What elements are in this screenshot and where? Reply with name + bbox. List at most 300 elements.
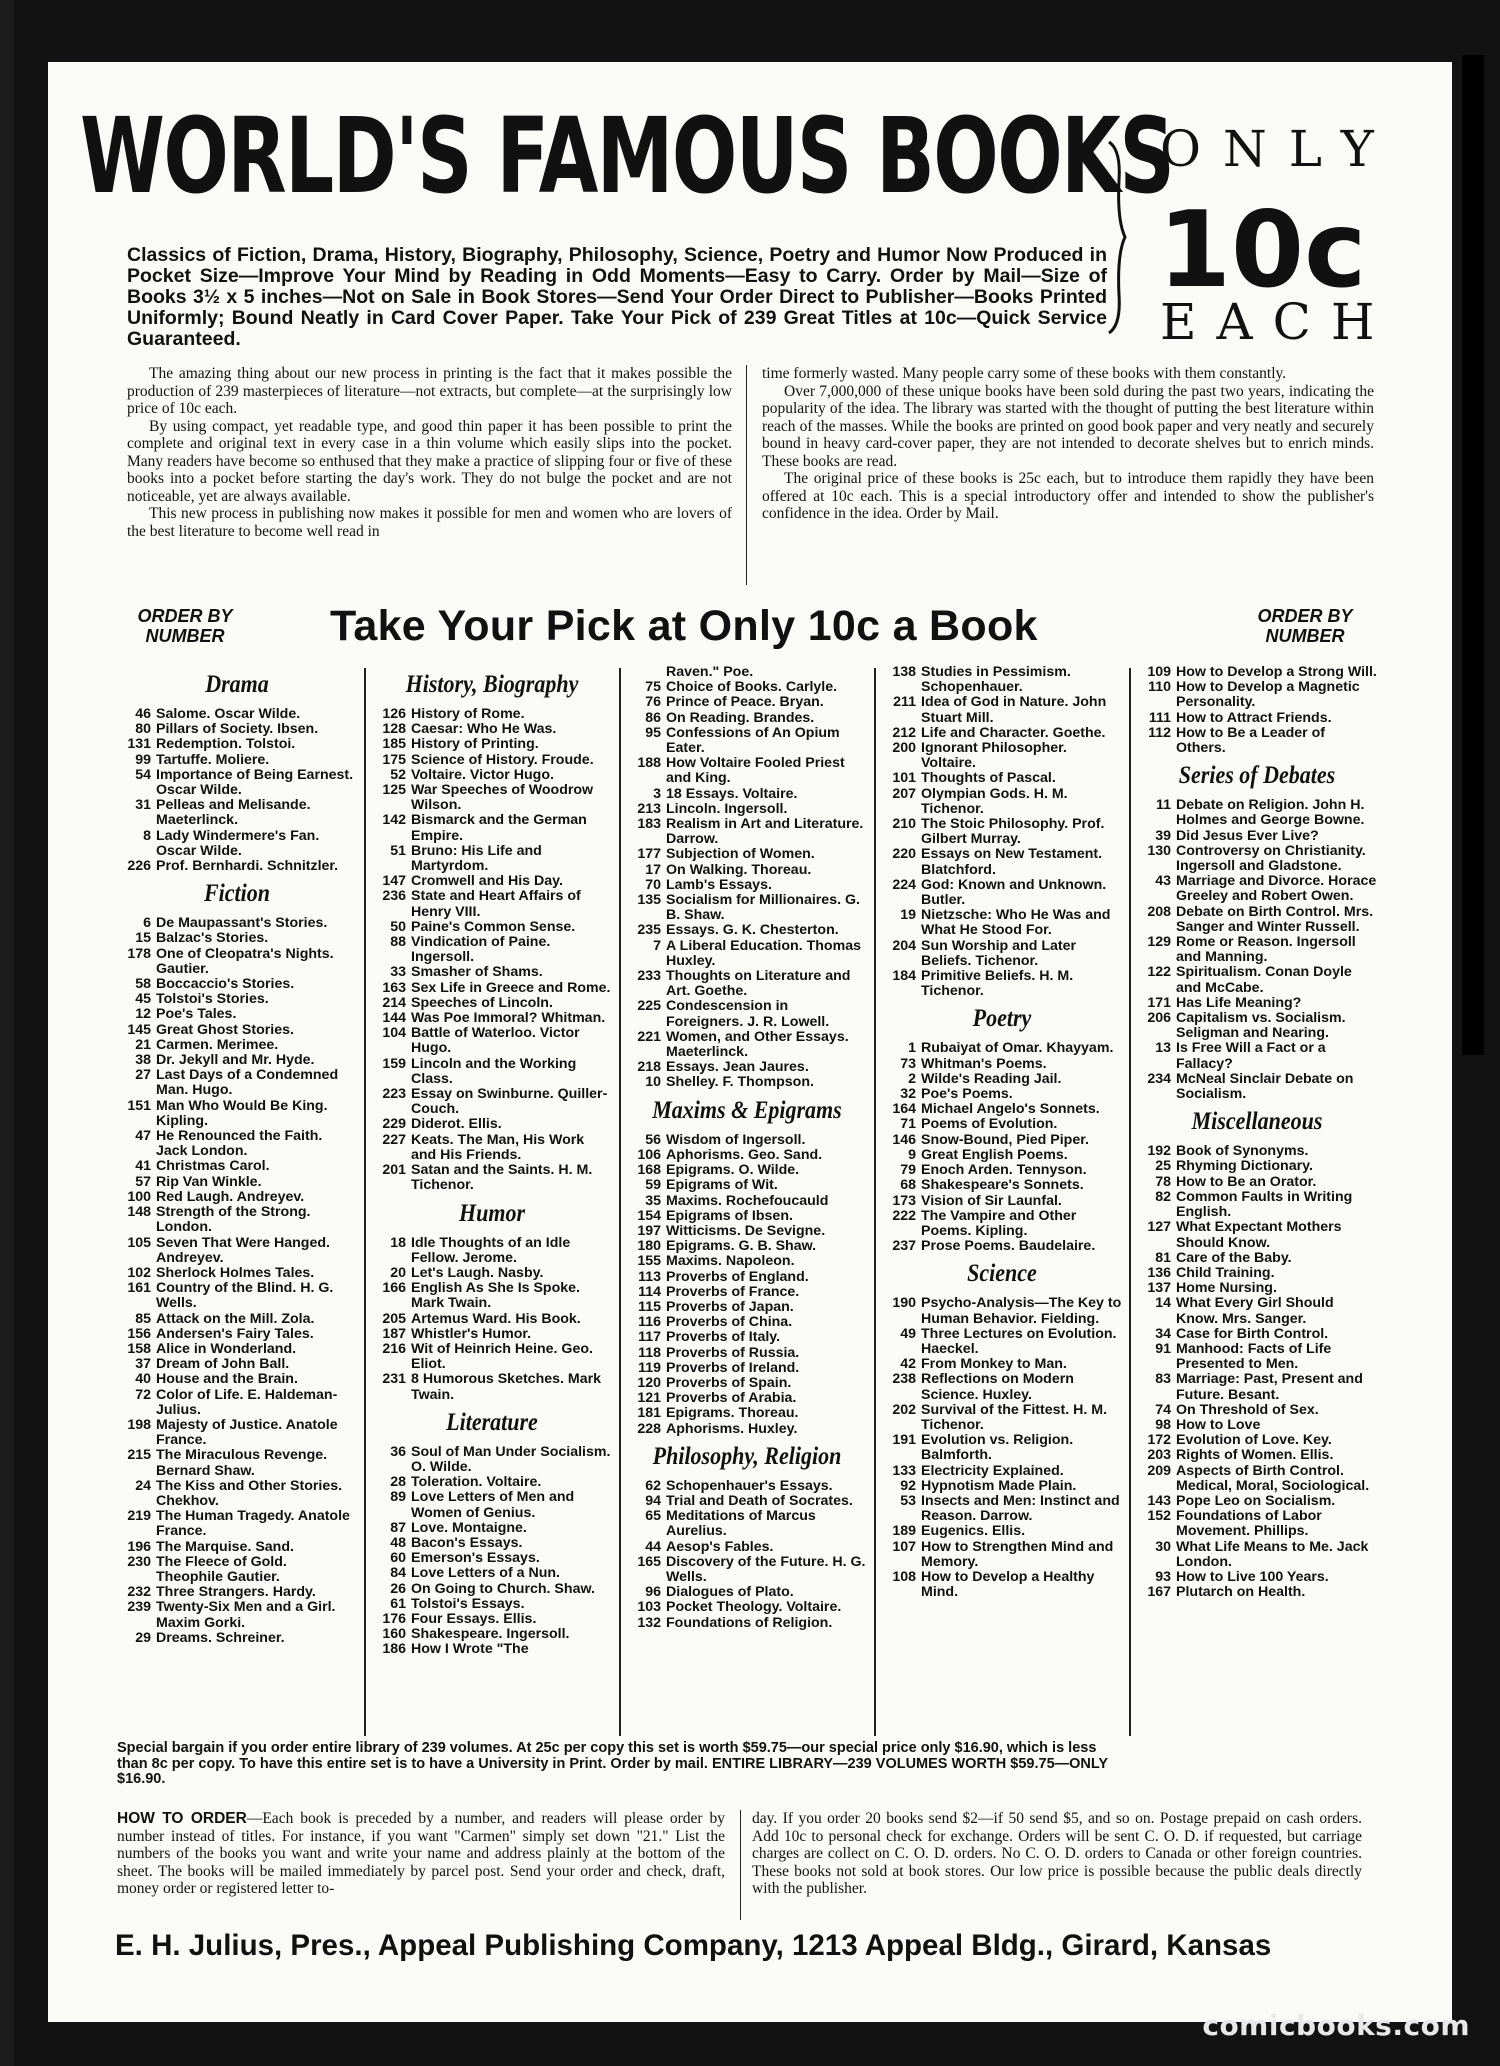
book-title: Poe's Poems. <box>921 1086 1013 1103</box>
book-title: Color of Life. E. Haldeman-Julius. <box>156 1386 338 1418</box>
book-entry <box>882 787 1122 817</box>
book-title: Aphorisms. Huxley. <box>666 1420 798 1437</box>
intro-paragraph: Over 7,000,000 of these unique books have been sold during the past two years, indicating the popularity of the idea. The library was started with the thought of putting the best literature within reach of the masses. While the books are printed on good book paper and very neatly and securely bound in heavy card-cover paper, they are not intended to decorate shelves but to enrich minds. These books are read. <box>762 382 1374 470</box>
book-entry <box>882 1041 1122 1056</box>
book-entry <box>1137 1011 1377 1041</box>
book-title: War Speeches of Woodrow Wilson. <box>411 782 594 814</box>
column-rule <box>364 668 366 1736</box>
book-title: Christmas Carol. <box>156 1158 270 1175</box>
book-title: Importance of Being Earnest. Oscar Wilde. <box>156 766 354 799</box>
book-number: 42 <box>900 1356 916 1373</box>
book-entry <box>117 1007 357 1022</box>
book-title: Dreams. Schreiner. <box>156 1629 285 1646</box>
book-number: 101 <box>892 770 916 787</box>
book-entry <box>372 889 612 919</box>
book-entry <box>117 992 357 1007</box>
book-number: 44 <box>645 1538 661 1555</box>
book-title: What Every Girl Should Know. Mrs. Sanger. <box>1176 1295 1334 1327</box>
book-entry <box>117 1068 357 1098</box>
book-number: 238 <box>892 1371 916 1388</box>
book-entry <box>1137 1159 1377 1174</box>
book-number: 226 <box>127 858 151 875</box>
book-title: Great English Poems. <box>921 1146 1068 1163</box>
book-number: 128 <box>382 721 406 738</box>
category-heading: Philosophy, Religion <box>652 1442 842 1470</box>
book-title: He Renounced the Faith. Jack London. <box>156 1128 323 1160</box>
book-number: 110 <box>1148 679 1171 696</box>
book-number: 184 <box>892 968 916 985</box>
book-number: 107 <box>892 1538 916 1555</box>
book-entry <box>627 1540 867 1555</box>
book-entry <box>627 939 867 969</box>
book-number: 220 <box>892 846 916 863</box>
category-heading: Humor <box>458 1199 526 1227</box>
book-title: Trial and Death of Socrates. <box>666 1492 853 1509</box>
book-title: Marriage: Past, Present and Future. Besant. <box>1176 1371 1363 1403</box>
book-entry <box>627 1616 867 1631</box>
book-number: 96 <box>645 1584 661 1601</box>
book-entry <box>627 1270 867 1285</box>
book-number: 81 <box>1155 1249 1171 1266</box>
book-entry <box>117 947 357 977</box>
book-title: Pelleas and Melisande. Maeterlinck. <box>156 797 311 829</box>
catalog-column <box>372 665 612 1658</box>
book-title: How to Attract Friends. <box>1176 709 1332 726</box>
book-entry <box>882 847 1122 877</box>
book-number: 156 <box>127 1325 151 1342</box>
book-title: Love Letters of Men and Women of Genius. <box>411 1489 575 1521</box>
book-title: Life and Character. Goethe. <box>921 724 1106 741</box>
book-number: 37 <box>135 1356 151 1373</box>
book-number: 121 <box>637 1390 661 1407</box>
book-entry <box>372 1372 612 1402</box>
book-number: 231 <box>382 1371 406 1388</box>
book-title: Voltaire. Victor Hugo. <box>411 766 554 783</box>
book-title: Did Jesus Ever Live? <box>1176 827 1319 844</box>
book-number: 176 <box>382 1610 406 1627</box>
book-entry <box>1137 1570 1377 1585</box>
book-number: 188 <box>637 755 661 772</box>
book-title: Debate on Birth Control. Mrs. Sanger and Winter Russell. <box>1176 903 1374 935</box>
book-entry <box>117 1342 357 1357</box>
book-title: Enoch Arden. Tennyson. <box>921 1162 1087 1179</box>
book-number: 178 <box>127 945 151 962</box>
book-number: 112 <box>1148 724 1171 741</box>
book-number: 239 <box>127 1599 151 1616</box>
book-title: Shakespeare. Ingersoll. <box>411 1626 570 1643</box>
category-heading: Drama <box>205 671 269 698</box>
book-entry <box>117 1236 357 1266</box>
book-number: 232 <box>127 1584 151 1601</box>
book-number: 152 <box>1147 1508 1171 1525</box>
book-entry <box>627 665 867 680</box>
book-title: Whistler's Humor. <box>411 1325 532 1342</box>
book-entry <box>627 1376 867 1391</box>
book-number: 99 <box>135 751 151 768</box>
book-title: How to Strengthen Mind and Memory. <box>921 1538 1114 1570</box>
book-title: Dialogues of Plato. <box>666 1584 794 1601</box>
book-title: Red Laugh. Andreyev. <box>156 1188 305 1205</box>
book-number: 118 <box>638 1344 661 1361</box>
book-entry <box>882 1133 1122 1148</box>
book-title: Rubaiyat of Omar. Khayyam. <box>921 1040 1114 1057</box>
book-number: 75 <box>645 679 661 696</box>
book-title: Wisdom of Ingersoll. <box>666 1131 806 1148</box>
book-entry <box>1137 711 1377 726</box>
book-number: 30 <box>1155 1538 1171 1555</box>
intro-paragraph: The amazing thing about our new process in printing is the fact that it makes possible the production of 239 masterpieces of literature—not extracts, but complete—at the surprisingly low price of 10c each. <box>127 365 732 417</box>
book-title: Salome. Oscar Wilde. <box>156 706 301 722</box>
book-title: Marriage and Divorce. Horace Greeley and Robert Owen. <box>1176 873 1377 905</box>
book-number: 105 <box>127 1234 151 1251</box>
book-number: 6 <box>143 915 151 932</box>
book-entry <box>627 923 867 938</box>
book-title: Sun Worship and Later Beliefs. Tichenor. <box>921 937 1077 969</box>
book-title: Shakespeare's Sonnets. <box>921 1177 1084 1194</box>
book-number: 125 <box>382 782 406 799</box>
book-entry <box>882 1357 1122 1372</box>
book-title: On Threshold of Sex. <box>1176 1401 1319 1418</box>
book-title: Rhyming Dictionary. <box>1176 1158 1313 1175</box>
book-entry <box>627 1330 867 1345</box>
book-number: 215 <box>127 1447 151 1464</box>
book-title: Attack on the Mill. Zola. <box>156 1310 315 1327</box>
book-title: Debate on Religion. John H. Holmes and George Bowne. <box>1176 797 1365 829</box>
book-entry <box>372 874 612 889</box>
book-title: The Vampire and Other Poems. Kipling. <box>921 1207 1077 1239</box>
book-entry <box>627 1133 867 1148</box>
book-title: Idle Thoughts of an Idle Fellow. Jerome. <box>411 1234 571 1266</box>
column-rule <box>1129 668 1131 1736</box>
book-title: A Liberal Education. Thomas Huxley. <box>666 937 861 969</box>
book-number: 191 <box>892 1432 916 1449</box>
book-title: Was Poe Immoral? Whitman. <box>411 1010 606 1027</box>
book-entry <box>627 711 867 726</box>
book-number: 129 <box>1147 934 1171 951</box>
book-number: 122 <box>1147 964 1171 981</box>
book-entry <box>627 1239 867 1254</box>
book-entry <box>117 1418 357 1448</box>
book-title: Country of the Blind. H. G. Wells. <box>156 1280 334 1312</box>
book-title: On Reading. Brandes. <box>666 709 815 726</box>
book-entry <box>372 965 612 980</box>
book-number: 27 <box>135 1067 151 1084</box>
book-number: 160 <box>382 1626 406 1643</box>
book-title: Aesop's Fables. <box>666 1538 774 1555</box>
book-title: Andersen's Fairy Tales. <box>156 1325 314 1342</box>
book-entry <box>1137 1175 1377 1190</box>
book-entry <box>117 1357 357 1372</box>
book-title: One of Cleopatra's Nights. Gautier. <box>156 945 334 977</box>
book-entry <box>117 1448 357 1478</box>
book-number: 135 <box>637 892 661 909</box>
book-title: Bacon's Essays. <box>411 1534 523 1551</box>
book-number: 21 <box>135 1036 151 1053</box>
book-entry <box>627 1361 867 1376</box>
book-title: Reflections on Modern Science. Huxley. <box>921 1371 1074 1403</box>
book-number: 236 <box>382 888 406 905</box>
book-entry <box>372 844 612 874</box>
book-title: Toleration. Voltaire. <box>411 1474 542 1491</box>
book-title: Epigrams. O. Wilde. <box>666 1162 800 1179</box>
book-entry <box>1137 1372 1377 1402</box>
book-entry <box>372 1281 612 1311</box>
book-title: Care of the Baby. <box>1176 1249 1292 1266</box>
book-entry <box>372 707 612 722</box>
book-number: 180 <box>637 1238 661 1255</box>
book-entry <box>627 1060 867 1075</box>
book-title: Evolution of Love. Key. <box>1176 1432 1332 1449</box>
book-title: McNeal Sinclair Debate on Socialism. <box>1176 1070 1354 1103</box>
book-number: 234 <box>1147 1070 1171 1087</box>
book-entry <box>882 1494 1122 1524</box>
publisher-footer: E. H. Julius, Pres., Appeal Publishing Company, 1213 Appeal Bldg., Girard, Kansas <box>115 1929 1272 1962</box>
book-entry <box>117 1129 357 1159</box>
book-entry <box>627 680 867 695</box>
special-bargain: Special bargain if you order entire library of 239 volumes. At 25c per copy this set is worth $59.75—our special price only $16.90, which is less than 8c per copy. To have this entire set is to have a University in Print. Order by mail. ENTIRE LIBRARY—239 VOLUMES WORTH $59.75—ONLY $16.90. <box>117 1740 1108 1787</box>
book-number: 68 <box>900 1177 916 1194</box>
book-title: Case for Birth Control. <box>1176 1325 1329 1342</box>
book-entry <box>372 737 612 752</box>
category-heading: Miscellaneous <box>1191 1108 1323 1136</box>
book-entry <box>627 695 867 710</box>
book-title: Rome or Reason. Ingersoll and Manning. <box>1176 934 1356 966</box>
book-title: The Marquise. Sand. <box>156 1538 294 1555</box>
book-entry <box>1137 1251 1377 1266</box>
book-title: Book of Synonyms. <box>1176 1143 1309 1160</box>
book-title: Studies in Pessimism. Schopenhauer. <box>921 664 1071 696</box>
book-entry <box>882 817 1122 847</box>
book-title: Alice in Wonderland. <box>156 1340 297 1357</box>
book-number <box>627 665 666 680</box>
book-number: 108 <box>892 1568 916 1585</box>
book-title: Epigrams of Ibsen. <box>666 1207 793 1224</box>
book-title: Paine's Common Sense. <box>411 918 576 935</box>
book-entry <box>882 1524 1122 1539</box>
book-entry <box>117 1053 357 1068</box>
book-title: Proverbs of Ireland. <box>666 1359 800 1376</box>
book-title: Schopenhauer's Essays. <box>666 1477 833 1494</box>
book-entry <box>117 916 357 931</box>
book-title: Rip Van Winkle. <box>156 1173 262 1190</box>
book-entry <box>372 1342 612 1372</box>
book-title: Man Who Would Be King. Kipling. <box>156 1097 328 1129</box>
book-title: Boccaccio's Stories. <box>156 976 295 993</box>
book-title: Sex Life in Greece and Rome. <box>411 979 611 996</box>
book-entry <box>372 1551 612 1566</box>
book-number: 102 <box>127 1264 151 1281</box>
book-number: 98 <box>1155 1416 1171 1433</box>
book-title: How I Wrote "The <box>411 1641 529 1658</box>
order-by-number-right: ORDER BY NUMBER <box>1257 606 1353 646</box>
book-title: Proverbs of Italy. <box>666 1329 781 1346</box>
book-entry <box>627 1178 867 1193</box>
book-title: Bismarck and the German Empire. <box>411 812 587 844</box>
book-entry <box>117 829 357 859</box>
book-entry <box>1137 680 1377 710</box>
category-heading: Literature <box>446 1408 538 1436</box>
book-title: Pillars of Society. Ibsen. <box>156 721 319 738</box>
book-title: Aspects of Birth Control. Medical, Moral, Sociological. <box>1176 1462 1370 1494</box>
book-number: 126 <box>382 706 406 722</box>
book-entry <box>627 1346 867 1361</box>
how-to-order-right: day. If you order 20 books send $2—if 50 send $5, and so on. Postage prepaid on cash orders. Add 10c to personal check for exchange. Orders will be sent C. O. D. if requested, but carriage charges are collect on C. O. D. orders. No C. O. D. orders to Canada or other foreign countries. These books not sold at book stores. Our low price is possible because the public deals directly with the publisher. <box>752 1810 1362 1897</box>
book-title: House and the Brain. <box>156 1371 298 1388</box>
book-title: Manhood: Facts of Life Presented to Men. <box>1176 1340 1332 1373</box>
book-title: Artemus Ward. His Book. <box>411 1310 581 1327</box>
book-number: 151 <box>127 1097 151 1114</box>
book-title: Strength of the Strong. London. <box>156 1204 311 1236</box>
book-title: The Human Tragedy. Anatole France. <box>156 1508 350 1540</box>
book-title: Dream of John Ball. <box>156 1356 290 1373</box>
book-number: 46 <box>135 706 151 722</box>
book-title: How Voltaire Fooled Priest and King. <box>666 755 845 787</box>
book-number: 203 <box>1147 1447 1171 1464</box>
book-number: 173 <box>892 1192 916 1209</box>
book-title: Essays. G. K. Chesterton. <box>666 922 839 939</box>
book-entry <box>882 1102 1122 1117</box>
book-title: Witticisms. De Sevigne. <box>666 1222 826 1239</box>
book-title: Let's Laugh. Nasby. <box>411 1264 544 1281</box>
book-title: Lamb's Essays. <box>666 876 772 893</box>
book-title: How to Develop a Magnetic Personality. <box>1176 679 1360 711</box>
book-number: 161 <box>127 1280 151 1297</box>
book-number: 210 <box>892 816 916 833</box>
book-number: 78 <box>1155 1173 1171 1190</box>
order-by-number-left: ORDER BY NUMBER <box>137 606 233 646</box>
book-number: 132 <box>637 1614 661 1631</box>
book-number: 43 <box>1155 873 1171 890</box>
book-number: 14 <box>1155 1295 1171 1312</box>
book-number: 163 <box>382 979 406 996</box>
book-entry <box>882 1372 1122 1402</box>
book-number: 34 <box>1155 1325 1171 1342</box>
book-number: 165 <box>637 1553 661 1570</box>
book-entry <box>1137 1296 1377 1326</box>
book-number: 207 <box>892 785 916 802</box>
book-entry <box>882 1209 1122 1239</box>
book-title: Tartuffe. Moliere. <box>156 751 270 768</box>
book-number: 117 <box>638 1329 661 1346</box>
book-entry <box>372 1536 612 1551</box>
book-title: Tolstoi's Stories. <box>156 991 269 1008</box>
book-title: Spiritualism. Conan Doyle and McCabe. <box>1176 964 1352 996</box>
book-title: Nietzsche: Who He Was and What He Stood For. <box>921 907 1111 939</box>
book-title: 8 Humorous Sketches. Mark Twain. <box>411 1371 602 1403</box>
book-number: 61 <box>390 1595 406 1612</box>
book-number: 92 <box>900 1477 916 1494</box>
book-title: Michael Angelo's Sonnets. <box>921 1101 1100 1118</box>
book-number: 211 <box>893 694 916 711</box>
book-title: Electricity Explained. <box>921 1462 1064 1479</box>
book-entry <box>627 1254 867 1269</box>
book-title: Lady Windermere's Fan. Oscar Wilde. <box>156 827 320 859</box>
book-number: 8 <box>143 827 151 844</box>
book-number: 224 <box>892 876 916 893</box>
book-title: 18 Essays. Voltaire. <box>666 785 798 802</box>
book-title: Tolstoi's Essays. <box>411 1595 525 1612</box>
book-title: Majesty of Justice. Anatole France. <box>156 1416 338 1449</box>
book-entry <box>1137 1072 1377 1102</box>
book-title: Dr. Jekyll and Mr. Hyde. <box>156 1052 315 1069</box>
book-number: 237 <box>892 1238 916 1255</box>
book-entry <box>372 996 612 1011</box>
book-number: 201 <box>382 1162 406 1179</box>
book-title: Maxims. Rochefoucauld <box>666 1192 829 1209</box>
book-entry <box>117 1631 357 1646</box>
book-title: Smasher of Shams. <box>411 964 543 981</box>
book-number: 100 <box>127 1188 151 1205</box>
scan-edge-left <box>0 0 14 2066</box>
intro-paragraph: By using compact, yet readable type, and good thin paper it has been possible to print the complete and original text in every case in a thin volume which easily slips into the pocket. Many readers have become so enthused that they make a practice of slipping four or five of these books into a pocket before starting the day's work. They do not bulge the pocket and are not noticeable, yet are always available. <box>127 417 732 505</box>
book-entry <box>1137 844 1377 874</box>
book-title: Four Essays. Ellis. <box>411 1610 537 1627</box>
book-number: 84 <box>390 1565 406 1582</box>
book-number: 235 <box>637 922 661 939</box>
book-title: What Expectant Mothers Should Know. <box>1176 1219 1342 1251</box>
book-entry <box>627 726 867 756</box>
book-number: 196 <box>127 1538 151 1555</box>
book-entry <box>372 1597 612 1612</box>
book-title: Foundations of Labor Movement. Phillips. <box>1176 1508 1322 1540</box>
book-title: How to Develop a Healthy Mind. <box>921 1568 1095 1601</box>
book-number: 164 <box>892 1101 916 1118</box>
book-entry <box>627 756 867 786</box>
book-number: 41 <box>135 1158 151 1175</box>
book-number: 133 <box>892 1462 916 1479</box>
book-number: 7 <box>653 937 661 954</box>
book-entry <box>372 1057 612 1087</box>
book-title: Speeches of Lincoln. <box>411 994 553 1011</box>
intro-right-column <box>762 365 1374 523</box>
book-number: 116 <box>638 1314 661 1331</box>
book-title: Vision of Sir Launfal. <box>921 1192 1062 1209</box>
book-title: Aphorisms. Geo. Sand. <box>666 1146 823 1163</box>
book-entry <box>882 1570 1122 1600</box>
price-only-label: ONLY <box>1160 120 1396 178</box>
book-entry <box>627 999 867 1029</box>
book-number: 33 <box>390 964 406 981</box>
book-number: 95 <box>645 724 661 741</box>
book-title: From Monkey to Man. <box>921 1356 1067 1373</box>
book-entry <box>882 1087 1122 1102</box>
price-each-label: EACH <box>1160 293 1395 351</box>
book-entry <box>372 783 612 813</box>
book-entry <box>882 1540 1122 1570</box>
book-title: Proverbs of Japan. <box>666 1298 794 1315</box>
book-number: 144 <box>382 1010 406 1027</box>
book-entry <box>372 1521 612 1536</box>
book-entry <box>627 1391 867 1406</box>
book-number: 49 <box>900 1325 916 1342</box>
book-title: Satan and the Saints. H. M. Tichenor. <box>411 1162 593 1194</box>
book-number: 214 <box>382 994 406 1011</box>
book-number: 45 <box>135 991 151 1008</box>
book-title: The Kiss and Other Stories. Chekhov. <box>156 1477 343 1509</box>
book-entry <box>117 1585 357 1600</box>
book-title: Proverbs of England. <box>666 1268 809 1285</box>
book-entry <box>372 981 612 996</box>
book-entry <box>117 1205 357 1235</box>
book-title: Redemption. Tolstoi. <box>156 736 296 753</box>
book-number: 65 <box>645 1508 661 1525</box>
book-title: Epigrams. Thoreau. <box>666 1405 799 1422</box>
book-entry <box>1137 1418 1377 1433</box>
book-number: 18 <box>390 1234 406 1251</box>
book-number: 172 <box>1147 1432 1171 1449</box>
book-number: 28 <box>390 1474 406 1491</box>
book-title: Meditations of Marcus Aurelius. <box>666 1508 816 1540</box>
